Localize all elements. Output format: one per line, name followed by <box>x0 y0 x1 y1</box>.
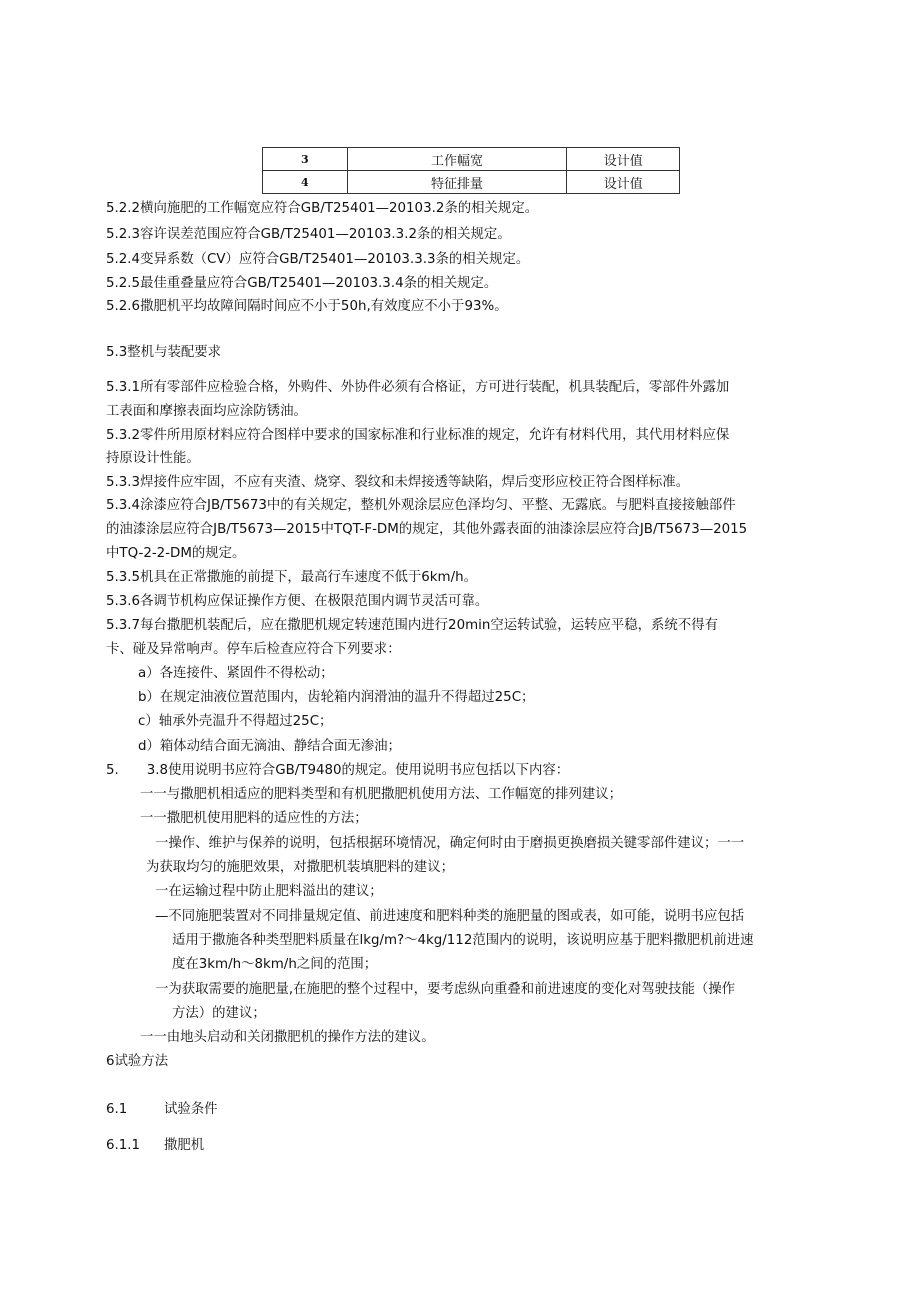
spec-table <box>262 147 680 194</box>
clause-5-2-6: 5.2.6撒肥机平均故障间隔时间应不小于50h,有效度应不小于93%。 <box>106 299 508 314</box>
clause-text: 3.8使用说明书应符合GB/T9480的规定。使用说明书应包括以下内容： <box>146 763 570 778</box>
dash-item-7: 一一由地头启动和关闭撒肥机的操作方法的建议。 <box>140 1030 435 1045</box>
dash-item-2: 一一撒肥机使用肥料的适应性的方法； <box>140 811 368 826</box>
row-name: 工作幅宽 <box>347 148 567 171</box>
table-row <box>263 171 680 194</box>
dash-item-4: 一在运输过程中防止肥料溢出的建议； <box>155 884 383 899</box>
row-value: 设计值 <box>567 171 680 194</box>
section-heading-6-1 <box>106 1101 218 1119</box>
clause-5-2-4: 5.2.4变异系数（CV）应符合GB/T25401—20103.3.3条的相关规定。 <box>106 252 530 267</box>
dash-item-3-line1: 一操作、维护与保养的说明，包括根据环境情况，确定何时由于磨损更换磨损关键零部件建议；一一 <box>155 836 745 851</box>
clause-5-2-2: 5.2.2横向施肥的工作幅宽应符合GB/T25401—20103.2条的相关规定。 <box>106 201 539 216</box>
clause-5-3-8 <box>106 762 569 780</box>
section-heading-6: 6试验方法 <box>106 1054 169 1069</box>
row-number: 3 <box>263 148 348 171</box>
row-name: 特征排量 <box>347 171 567 194</box>
clause-5-3-7-line1: 5.3.7每台撒肥机装配后，应在撒肥机规定转速范围内进行20min空运转试验，运转应平稳，系统不得有 <box>106 618 718 633</box>
list-item-d: d）箱体动结合面无滴油、静结合面无渗油； <box>138 739 401 754</box>
clause-5-3-1-line1: 5.3.1所有零部件应检验合格，外购件、外协件必须有合格证，方可进行装配，机具装配后，零部件外露加 <box>106 380 730 395</box>
list-item-c: c）轴承外壳温升不得超过25C； <box>138 714 333 729</box>
clause-5-2-5: 5.2.5最佳重叠量应符合GB/T25401—20103.3.4条的相关规定。 <box>106 276 498 291</box>
dash-item-5-line1: —不同施肥装置对不同排量规定值、前进速度和肥料种类的施肥量的图或表，如可能，说明书应包括 <box>155 909 745 924</box>
clause-5-3-1-line2: 工表面和摩擦表面均应涂防锈油。 <box>106 404 307 419</box>
clause-5-3-4-line1: 5.3.4涂漆应符合JB/T5673中的有关规定，整机外观涂层应色泽均匀、平整、无露底。与肥料直接接触部件 <box>106 498 736 513</box>
table-row <box>263 148 680 171</box>
section-number: 6.1 <box>106 1102 128 1117</box>
clause-number: 5. <box>106 763 119 778</box>
clause-5-3-3: 5.3.3焊接件应牢固，不应有夹渣、烧穿、裂纹和未焊接透等缺陷，焊后变形应校正符合图样标准。 <box>106 475 690 490</box>
clause-5-3-4-line3: 中TQ-2-2-DM的规定。 <box>106 546 246 561</box>
dash-item-5-line3: 度在3km/h～8km/h之间的范围； <box>172 957 378 972</box>
dash-item-3-line2: 为获取均匀的施肥效果，对撒肥机装填肥料的建议； <box>146 860 454 875</box>
section-number: 6.1.1 <box>106 1138 141 1153</box>
dash-item-5-line2: 适用于撒施各种类型肥料质量在lkg/m?～4kg∕112范围内的说明，该说明应基于肥料撒肥机前进速 <box>172 933 754 948</box>
clause-5-3-2-line2: 持原设计性能。 <box>106 451 200 466</box>
list-item-a: a）各连接件、紧固件不得松动； <box>138 666 334 681</box>
dash-item-6-line2: 方法）的建议； <box>172 1006 266 1021</box>
row-number: 4 <box>263 171 348 194</box>
dash-item-6-line1: 一为获取需要的施肥量,在施肥的整个过程中，要考虑纵向重叠和前进速度的变化对驾驶技能（操作 <box>155 982 736 997</box>
row-value: 设计值 <box>567 148 680 171</box>
clause-5-3-6: 5.3.6各调节机构应保证操作方便、在极限范围内调节灵活可靠。 <box>106 594 489 609</box>
clause-5-3-2-line1: 5.3.2零件所用原材料应符合图样中要求的国家标准和行业标准的规定，允许有材料代用，其代用材料应保 <box>106 428 730 443</box>
clause-5-3-4-line2: 的油漆涂层应符合JB/T5673—2015中TQT-F-DM的规定，其他外露表面的油漆涂层应符合JB/T5673—2015 <box>106 522 748 537</box>
section-title: 撒肥机 <box>164 1138 205 1153</box>
list-item-b: b）在规定油液位置范围内，齿轮箱内润滑油的温升不得超过25C； <box>138 690 535 705</box>
clause-5-3-7-line2: 卡、碰及异常响声。停车后检查应符合下列要求： <box>106 642 401 657</box>
dash-item-1: 一一与撒肥机相适应的肥料类型和有机肥撒肥机使用方法、工作幅宽的排列建议； <box>140 787 623 802</box>
section-title: 试验条件 <box>164 1102 218 1117</box>
section-heading-6-1-1 <box>106 1137 204 1155</box>
section-heading-5-3: 5.3整机与装配要求 <box>106 345 222 360</box>
clause-5-3-5: 5.3.5机具在正常撒施的前提下，最高行车速度不低于6km/h。 <box>106 570 477 585</box>
clause-5-2-3: 5.2.3容许误差范围应符合GB/T25401—20103.3.2条的相关规定。 <box>106 227 511 242</box>
